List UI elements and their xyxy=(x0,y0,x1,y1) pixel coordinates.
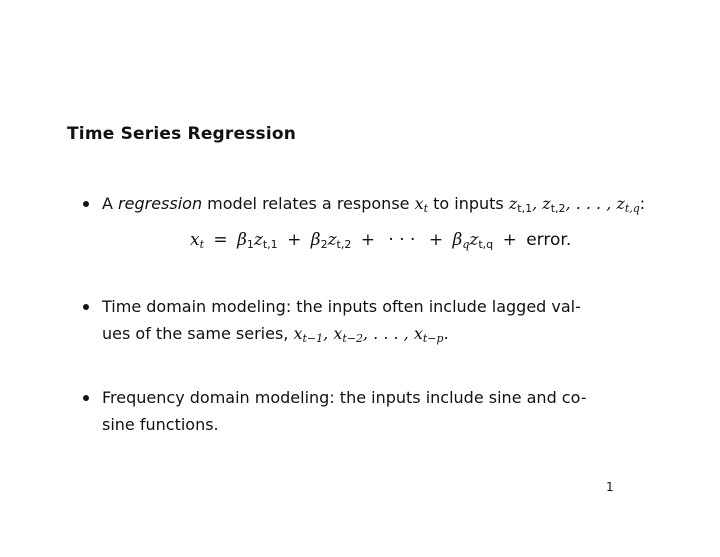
math-operator: + xyxy=(502,230,517,250)
text-fragment: model relates a response xyxy=(202,194,415,213)
bullet-dot xyxy=(83,304,89,310)
page-number: 1 xyxy=(606,480,614,494)
math-sub: t−p xyxy=(422,332,444,345)
math-sub: t,2 xyxy=(336,238,352,251)
math-var: β xyxy=(452,230,463,250)
math-operator: + xyxy=(428,230,444,250)
math-var: , x xyxy=(323,324,343,343)
math-operator: + xyxy=(360,230,376,250)
math-var: x xyxy=(414,194,424,213)
math-sub: 2 xyxy=(320,238,328,251)
bullet-text xyxy=(102,190,645,217)
math-var: z xyxy=(469,230,479,250)
math-ellipsis: · · · xyxy=(388,230,416,250)
math-var: z xyxy=(327,230,337,250)
text-line: Frequency domain modeling: the inputs include sine and co- xyxy=(102,388,587,407)
text-line xyxy=(102,320,581,347)
bullet-text xyxy=(102,293,581,347)
text-fragment: : xyxy=(639,194,646,213)
bullet-dot xyxy=(83,201,89,207)
math-var: β xyxy=(237,230,247,250)
math-var: z xyxy=(508,194,518,213)
math-sub: 1 xyxy=(246,238,254,251)
math-sub: t,q xyxy=(478,238,494,251)
math-lags xyxy=(293,324,443,343)
math-sub: t−2 xyxy=(342,332,363,345)
math-var: , . . . , z xyxy=(565,194,625,213)
math-sub: t,2 xyxy=(550,202,566,215)
slide-title: Time Series Regression xyxy=(67,124,297,144)
math-var: z xyxy=(253,230,263,250)
bullet-dot xyxy=(83,395,89,401)
math-sub: t xyxy=(199,238,205,251)
math-response xyxy=(415,194,428,213)
math-sub: t xyxy=(423,202,429,215)
math-sub: q xyxy=(462,238,470,251)
math-var: , . . . , x xyxy=(362,324,423,343)
emphasis-regression: regression xyxy=(118,194,203,213)
math-sub: t−1 xyxy=(302,332,324,345)
math-var: x xyxy=(190,230,200,250)
math-var: , z xyxy=(532,194,551,213)
math-sub: t,1 xyxy=(262,238,278,251)
math-inputs xyxy=(509,194,640,213)
math-sub: t,q xyxy=(624,202,640,215)
math-var: x xyxy=(293,324,303,343)
math-sub: t,1 xyxy=(517,202,533,215)
text-fragment: ues of the same series, xyxy=(102,324,294,343)
bullet-text xyxy=(102,384,586,438)
math-operator: + xyxy=(287,230,302,250)
text-fragment: to inputs xyxy=(428,194,509,213)
math-error-term: error. xyxy=(526,230,572,250)
math-var: β xyxy=(310,230,321,250)
regression-equation xyxy=(190,230,571,250)
text-line: sine functions. xyxy=(102,415,219,434)
text-line: Time domain modeling: the inputs often include lagged val- xyxy=(102,297,581,316)
text-fragment: . xyxy=(443,324,449,343)
text-fragment: A xyxy=(102,194,119,213)
math-operator: = xyxy=(213,230,228,250)
